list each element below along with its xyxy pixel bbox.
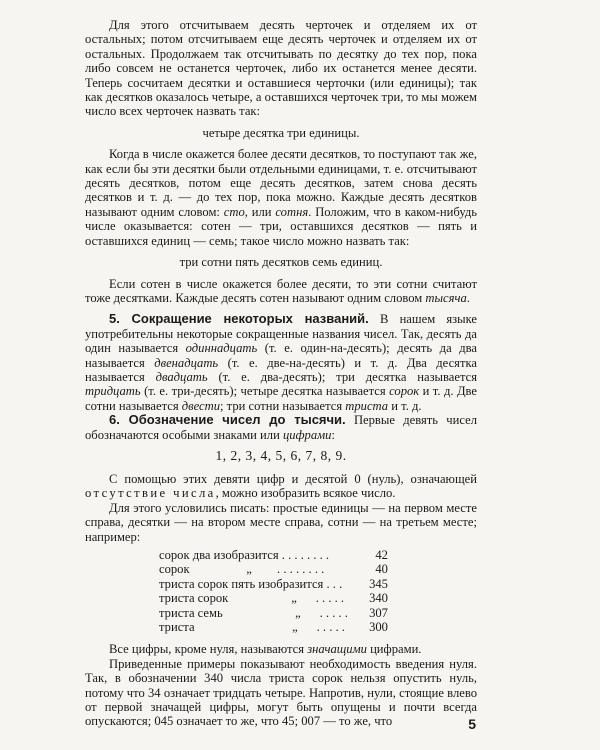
digits-list: 1, 2, 3, 4, 5, 6, 7, 8, 9.: [215, 447, 347, 463]
section-6-notation: 6. Обозначение чисел до тысячи. Первые девять чисел обозначаются особыми знаками или цифрами:: [85, 412, 477, 442]
section-5-abbreviations: 5. Сокращение некоторых названий. В нашем языке употребительны некоторые сокращенные названия чисел. Так, десять да один называется одиннадцать (т. е. один-на-десять); десять да два называется двенадцать (т. е. две-на-десять) и т. д. Два десятка называется двадцать (т. е. два-десять); три десятка называется тридцать (т. е. три-десять); четыре десятка называется сорок и т. д. Две сотни называется двести; три сотни называется триста и т. д.: [85, 311, 477, 413]
example-row: триста семь „ . . . . . 307: [159, 605, 388, 620]
paragraph-zero: С помощью этих девяти цифр и десятой 0 (нуль), означающей отсутствие числа, можно изобразить всякое число.: [85, 471, 477, 501]
section-5-heading: 5. Сокращение некоторых названий.: [109, 311, 369, 327]
term-tsifry: цифрами: [282, 427, 332, 442]
example-row: сорок два изобразится . . . . . . . . 42: [159, 548, 388, 562]
paragraph-thousands: Если сотен в числе окажется более десяти, то эти сотни считают тоже десятками. Каждые десять сотен называют одним словом тысяча.: [85, 276, 477, 305]
term-sto: сто: [223, 204, 245, 219]
example-row: триста сорок „ . . . . . 340: [159, 591, 388, 606]
example-three-hundreds: три сотни пять десятков семь единиц.: [179, 255, 383, 270]
example-row: триста сорок пять изобразится . . . 345: [159, 576, 388, 591]
paragraph-hundreds: Когда в числе окажется более десяти десятков, то поступают так же, как если бы эти десятки были отдельными единицами, т. е. отсчитывают десять десятков, потом еще десять десятков, затем снова десять десятков и т. д. — до тех пор, пока можно. Каждые десять десятков называют одним словом: сто, или сотня. Положим, что в каком-нибудь числе оказывается: сотен — три, оставшихся десятков — пять и оставшихся единиц — семь; такое число можно назвать так:: [85, 147, 477, 248]
spaced-emphasis: отсутствие числа: [85, 486, 216, 501]
page-number: 5: [468, 716, 476, 732]
examples-table: [159, 548, 388, 634]
section-6-heading: 6. Обозначение чисел до тысячи.: [109, 412, 346, 428]
term-sotnya: сотня: [275, 204, 309, 219]
paragraph-zero-necessity: Приведенные примеры показывают необходимость введения нуля. Так, в обозначении 340 числа триста сорок нельзя опустить нуль, потому что 34 означает тридцать четыре. Напротив, нули, стоящие влево от первой значащей цифры, могут быть опущены и почти всегда опускаются; 045 означает то же, что 45; 007 — то же, что: [85, 656, 477, 729]
example-four-tens-three-units: четыре десятка три единицы.: [202, 125, 360, 140]
example-row: сорок „ . . . . . . . . 40: [159, 562, 388, 577]
example-row: триста „ . . . . . 300: [159, 620, 388, 635]
term-tysyacha: тысяча: [425, 290, 467, 305]
paragraph-significant-digits: Все цифры, кроме нуля, называются значащими цифрами.: [109, 642, 422, 657]
page-content: [85, 18, 477, 729]
paragraph-place-rule: Для этого условились писать: простые единицы — на первом месте справа, десятки — на втором месте справа, сотни — на третьем месте; например:: [85, 500, 477, 544]
paragraph-counting-tens: Для этого отсчитываем десять черточек и отделяем их от остальных; потом отсчитываем еще десять черточек и отделяем их от остальных. Продолжаем так отсчитывать по десятку до тех пор, пока либо совсем не останется черточек, либо их останется менее десяти. Теперь сосчитаем десятки и оставшиеся черточки (или единицы); так как десятков оказалось четыре, а оставшихся черточек три, то мы можем число всех черточек назвать так:: [85, 18, 477, 119]
term-znachashchie: значащими: [307, 642, 367, 657]
